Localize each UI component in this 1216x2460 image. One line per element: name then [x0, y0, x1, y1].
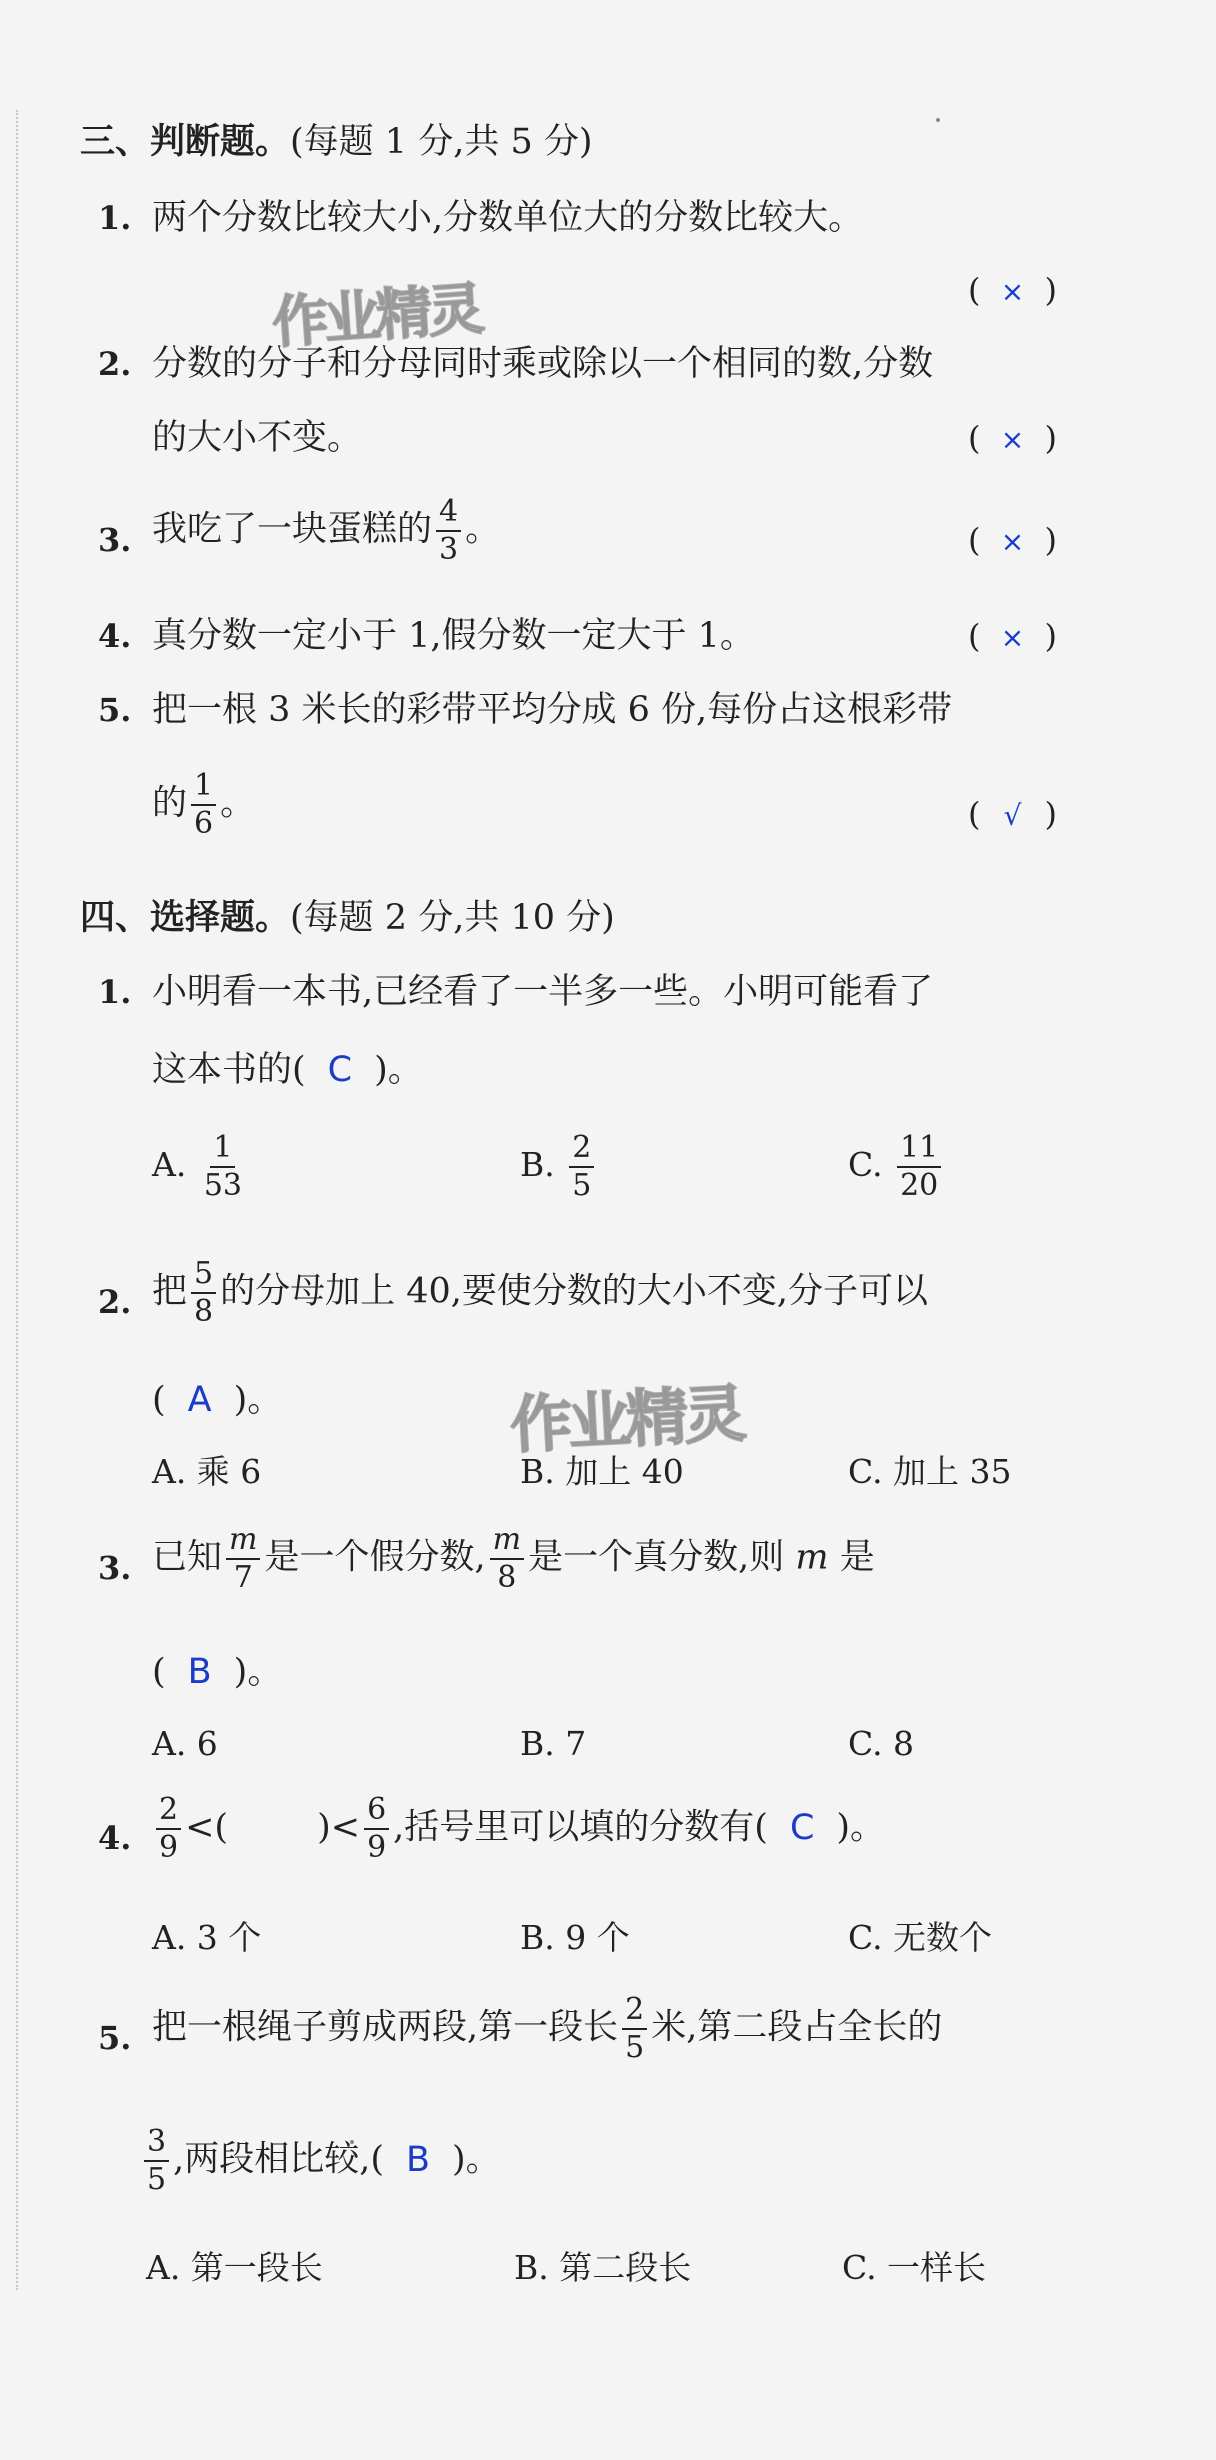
option-a: A. 6 [152, 1724, 218, 1763]
option-c: C. 8 [848, 1724, 915, 1763]
fraction: $\frac{4}{3}$ [436, 494, 461, 568]
option-a: A. 乘 6 [152, 1452, 262, 1491]
answer-bracket: ( × ) [968, 419, 1057, 457]
answer-letter: B [187, 1652, 212, 1692]
watermark-logo: 作业精灵 [270, 276, 483, 357]
fraction: $\frac{1}{6}$ [191, 768, 216, 842]
option-b: B. $\frac{2}{5}$ [520, 1130, 598, 1204]
worksheet-page: 三、判断题。(每题 1 分,共 5 分) 1. 两个分数比较大小,分数单位大的分数比较大。 ( × ) 作业精灵 2. 分数的分子和分母同时乘或除以一个相同的数,分数 的大小不变。 ( × ) 3. 我吃了一块蛋糕的 $\frac{4}{3}$ 。 ( × ) 4. 真分数一定小于 1,假分数一定大于 1。 ( × ) 5. 把一根 3 米长的彩带平均分成 6 份,每份占这根彩带 的 $\frac{1}{6}$ 。 ( √ ) 四、选择题。(每题 2 分,共 10 分) 1. 小明看一本书,已经看了一半多一些。小明可能看了 这本书的( C )。 A. $\frac{1}{53}$ B. $\frac{2}{5}$ C. $\frac{11}{20}$ 2. 把 $\frac{5}{8}$ 的分母加上 40,要使分数的大小不变,分子可以 ( A )。 A. 乘 6 B. 加上 40 C. 加上 35 作业精灵 3. 已知 $\frac{m}{7}$ 是一个假分数, $\frac{m}{8}$ 是一个真分数,则 m 是 ( B )。 A. 6 B. 7 C. 8 4. $\frac{2}{9}$ <( )< $\frac{6}{9}$ ,括号里可以填的分数有( C )。 A. 3 个 B. 9 个 C. 无数个 5. 把一根绳子剪成两段,第一段长 $\frac{2}{5}$ 米,第二段占全长的 $\frac{3}{5}$ ,两段相比较,( B )。 A. 第一段长 B. 第二段长 C. 一样长 [0, 0, 1216, 2460]
answer-letter: C [327, 1050, 353, 1090]
answer-bracket: ( × ) [968, 617, 1057, 655]
option-a: A. 第一段长 [146, 2248, 323, 2287]
answer-bracket: ( × ) [968, 521, 1057, 559]
speck [936, 118, 940, 122]
option-b: B. 7 [520, 1724, 587, 1763]
section3-heading: 三、判断题。(每题 1 分,共 5 分) [80, 121, 593, 162]
answer-bracket: ( × ) [968, 271, 1057, 309]
option-c: C. $\frac{11}{20}$ [848, 1130, 945, 1204]
answer-letter: B [406, 2139, 431, 2180]
option-c: C. 加上 35 [848, 1452, 1012, 1491]
watermark-logo: 作业精灵 [508, 1376, 745, 1463]
answer-letter: C [789, 1807, 815, 1848]
option-b: B. 加上 40 [520, 1452, 684, 1491]
option-b: B. 9 个 [520, 1918, 630, 1957]
option-c: C. 一样长 [842, 2248, 987, 2287]
answer-bracket: ( √ ) [968, 795, 1057, 833]
option-a: A. $\frac{1}{53}$ [152, 1130, 243, 1203]
section4-heading: 四、选择题。(每题 2 分,共 10 分) [80, 897, 615, 938]
binding-edge [16, 110, 18, 2290]
option-c: C. 无数个 [848, 1918, 993, 1957]
option-b: B. 第二段长 [514, 2248, 692, 2287]
option-a: A. 3 个 [152, 1918, 262, 1957]
answer-letter: A [187, 1380, 212, 1420]
